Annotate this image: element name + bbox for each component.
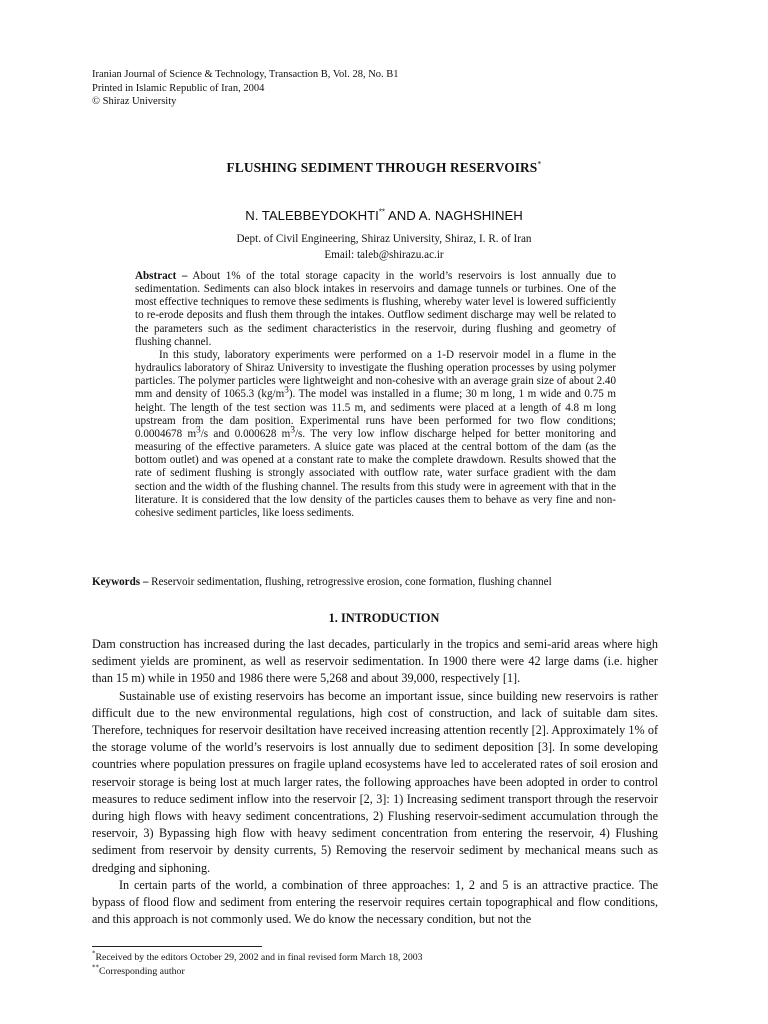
journal-printed: Printed in Islamic Republic of Iran, 2004 [92,82,265,94]
footnote-2-mark: ** [92,963,99,972]
abstract-text-2a: In this study, laboratory experiments were performed on a 1-D reservoir model in a flume in the hydraulics laboratory of Shiraz University to investigate the flushing operation processes by using polymer particles. The polymer particles were lightweight and non-cohesive with an average grain size of about 2.40 mm and density of 1065.3 (kg/m [135,348,616,401]
journal-header [92,68,399,109]
affiliation-block [0,231,768,263]
abstract-paragraph-2 [135,349,616,520]
paper-title [0,160,768,176]
title-footnote-mark: * [537,159,542,169]
abstract-text-1: About 1% of the total storage capacity in the world’s reservoirs is lost annually due to sedimentation. Sediments can also block intakes in reservoirs and damage tunnels or turbines. One of the most effective techniques to remove these sediments is flushing, whereby water level is lowered sufficiently to re-erode deposits and flush them through the intakes. Outflow sediment discharge may well be related to the parameters such as the sediment characteristics in the reservoir, during flushing and geometry of flushing channel. [135,270,616,348]
abstract-text-2b: ). The model was installed in a flume; 30 m long, 1 m wide and 0.75 m height. The length of the test section was 11.5 m, and sediments were placed at a length of 4.8 m long upstream from the dam position. Experimental runs have been performed for two flow conditions; 0.0004678 m [135,388,616,440]
email: Email: taleb@shirazu.ac.ir [324,249,444,261]
author-line [0,208,768,223]
intro-paragraph-2: Sustainable use of existing reservoirs has become an important issue, since building new reservoirs is rather difficult due to the new environmental regulations, high cost of construction, and lack of suitable dam sites. Therefore, techniques for reservoir desiltation have received increasing attention recently [2]. Approximately 1% of the storage volume of the world’s reservoirs is lost annually due to sediment deposition [3]. In some developing countries where population pressures on fragile upland ecosystems have led to accelerated rates of soil erosion and reservoir storage is being lost at much larger rates, the following approaches have been adopted in order to control measures to reduce sediment inflow into the reservoir [2, 3]: 1) Increasing sediment transport through the reservoir during high flows with heavy sediment concentrations, 2) Flushing reservoir-sediment accumulation through the reservoir, 3) Bypassing high flow with heavy sediment concentration from entering the reservoir, 4) Flushing sediment from reservoir by density currents, 5) Removing the reservoir sediment by mechanical means such as dredging and siphoning. [92,688,658,875]
keywords-label: Keywords – [92,576,149,588]
keywords-text: Reservoir sedimentation, flushing, retrogressive erosion, cone formation, flushing channel [148,576,552,588]
superscript: 3 [196,425,201,436]
journal-copyright: © Shiraz University [92,96,177,108]
author-first: N. TALEBBEYDOKHTI [245,208,379,223]
abstract-text-2d: /s. The very low inflow discharge helped for better monitoring and measuring of the effective parameters. A sluice gate was placed at the central bottom of the dam (as the bottom outlet) and was opened at a constant rate to make the complete drawdown. Results showed that the rate of sediment flushing is strongly associated with outflow rate, water surface gradient with the dam section and the width of the flushing channel. The results from this study were in agreement with that in the literature. It is considered that the low density of the particles causes them to behave as very fine and non-cohesive sediment particles, like loess sediments. [135,427,616,519]
paper-title-text: FLUSHING SEDIMENT THROUGH RESERVOIRS [226,160,538,175]
footnote-2 [92,965,423,979]
abstract-text-2c: /s and 0.000628 m [200,427,291,440]
superscript: 3 [284,385,289,396]
abstract-label: Abstract – [135,270,188,282]
superscript: 3 [290,425,295,436]
footnote-1 [92,951,423,965]
section-heading: 1. INTRODUCTION [328,611,440,625]
intro-paragraph-1: Dam construction has increased during the last decades, particularly in the tropics and semi-arid areas where high sediment yields are prominent, as well as reservoir sedimentation. In 1900 there were 42 large dams (i.e. higher than 15 m) while in 1950 and 1986 there were 5,268 and about 39,000, respectively [1]. [92,637,658,686]
footnote-2-text: Corresponding author [99,965,185,977]
introduction-body [92,636,658,928]
footnote-divider [92,946,262,947]
author-rest: AND A. NAGHSHINEH [385,208,523,223]
footnote-1-text: Received by the editors October 29, 2002 and in final revised form March 18, 2003 [95,952,423,963]
journal-citation: Iranian Journal of Science & Technology, Transaction B, Vol. 28, No. B1 [92,69,399,80]
footnote-1-mark: * [92,949,96,958]
abstract [135,270,616,520]
abstract-paragraph-1 [135,270,616,349]
footnotes [92,951,423,978]
affiliation: Dept. of Civil Engineering, Shiraz University, Shiraz, I. R. of Iran [236,233,532,245]
author-footnote-mark: ** [378,207,386,217]
keywords [92,576,672,588]
intro-paragraph-3: In certain parts of the world, a combination of three approaches: 1, 2 and 5 is an attractive practice. The bypass of flood flow and sediment from entering the reservoir requires certain topographical and flow conditions, and this approach is not commonly used. We do know the necessary condition, but not the [92,877,658,927]
